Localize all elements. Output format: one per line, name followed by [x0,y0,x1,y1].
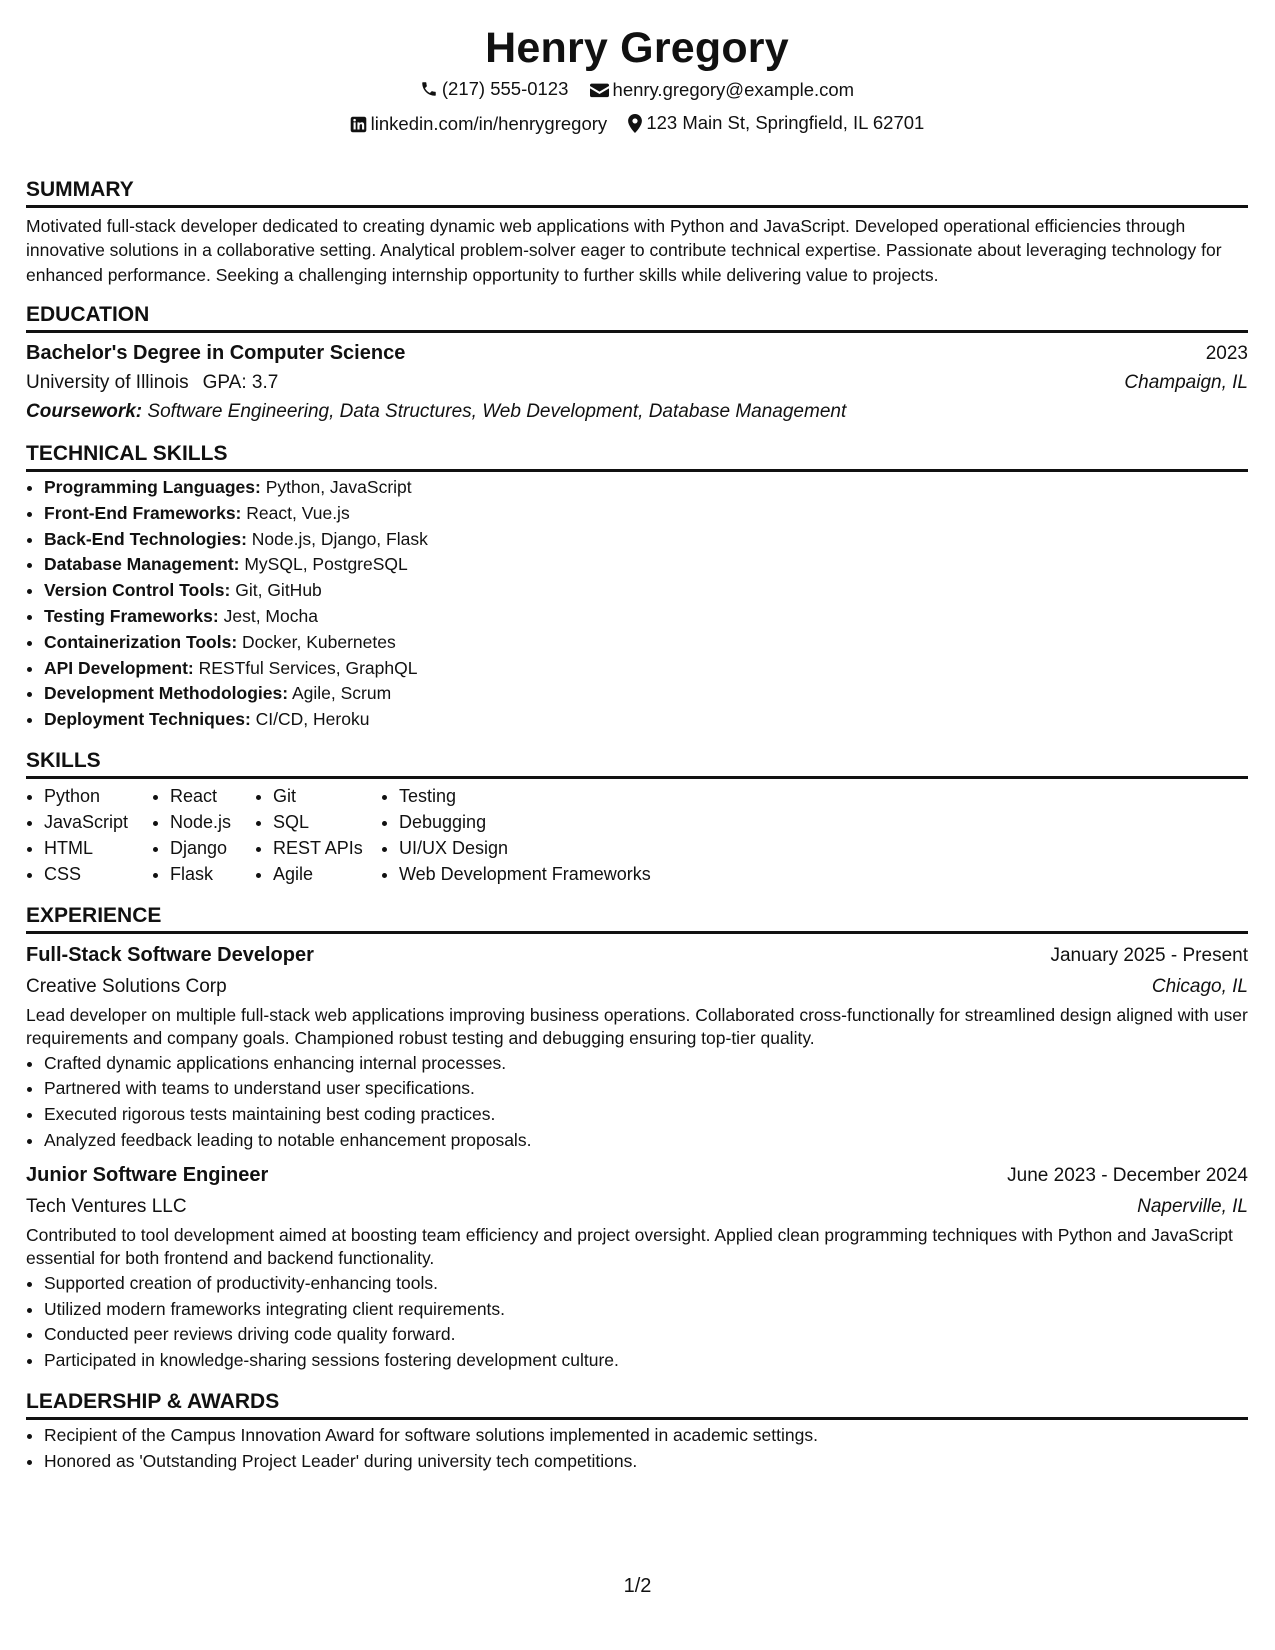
gpa: GPA: 3.7 [202,372,279,393]
list-item: • Supported creation of productivity-enhancing tools. [44,1271,1248,1297]
contact-row-2 [26,111,1248,139]
list-item: • HTML [44,836,152,862]
job-dates: June 2023 - December 2024 [1007,1164,1248,1186]
list-item: • Database Management: MySQL, PostgreSQL [44,552,1248,578]
job-description: Lead developer on multiple full-stack web applications improving business operations. Collaborated cross-functionally for streamlined design aligned with user requirements and company goals. Championed robust testing and debugging ensuring top-tier quality. [26,1004,1248,1049]
experience-entry [26,1160,1248,1374]
list-item: • Conducted peer reviews driving code quality forward. [44,1322,1248,1348]
phone-icon [420,80,438,98]
list-item: • Programming Languages: Python, JavaScript [44,475,1248,501]
job-location: Naperville, IL [1137,1195,1248,1217]
experience-heading: EXPERIENCE [26,903,1248,934]
list-item: • Flask [170,862,255,888]
list-item: • API Development: RESTful Services, GraphQL [44,656,1248,682]
list-item: • Executed rigorous tests maintaining best coding practices. [44,1102,1248,1128]
company-name: Creative Solutions Corp [26,975,227,997]
email-text: henry.gregory@example.com [612,79,855,100]
list-item: • Analyzed feedback leading to notable enhancement proposals. [44,1128,1248,1154]
skills-column [381,784,699,888]
list-item: • Partnered with teams to understand user specifications. [44,1076,1248,1102]
coursework [26,397,1248,426]
coursework-list: Software Engineering, Data Structures, Web Development, Database Management [147,401,847,422]
map-pin-icon [628,114,642,133]
job-title: Full-Stack Software Developer [26,943,314,966]
list-item: • Containerization Tools: Docker, Kubernetes [44,630,1248,656]
skills-column [26,784,152,888]
experience-entry [26,940,1248,1154]
job-bullets [26,1051,1248,1154]
envelope-icon [590,82,609,98]
list-item: • Development Methodologies: Agile, Scrum [44,681,1248,707]
resume-page [26,0,1248,1475]
list-item: • Deployment Techniques: CI/CD, Heroku [44,707,1248,733]
graduation-year: 2023 [1205,343,1248,364]
job-dates: January 2025 - Present [1050,944,1248,966]
list-item: • Web Development Frameworks [399,862,699,888]
linkedin-icon [350,116,367,133]
list-item: • CSS [44,862,152,888]
skills-grid [26,784,1248,888]
contact-address [628,111,924,135]
list-item: • Testing [399,784,699,810]
contact-linkedin[interactable] [350,112,608,136]
contact-phone [420,77,569,101]
job-description: Contributed to tool development aimed at boosting team efficiency and project oversight. Applied clean programming techniques with Python and JavaScript essential for both frontend and backend functionality. [26,1224,1233,1269]
skills-column [255,784,381,888]
skills-heading: SKILLS [26,748,1248,779]
list-item: • Version Control Tools: Git, GitHub [44,578,1248,604]
list-item: • Python [44,784,152,810]
job-title: Junior Software Engineer [26,1163,269,1186]
technical-skills-heading: TECHNICAL SKILLS [26,441,1248,472]
list-item: • Django [170,836,255,862]
linkedin-text: linkedin.com/in/henrygregory [370,113,608,134]
list-item: • UI/UX Design [399,836,699,862]
candidate-name: Henry Gregory [485,24,789,72]
list-item: • Recipient of the Campus Innovation Award for software solutions implemented in academic settings. [44,1423,1248,1449]
list-item: • Debugging [399,810,699,836]
list-item: • Back-End Technologies: Node.js, Django, Flask [44,527,1248,553]
list-item: • Node.js [170,810,255,836]
leadership-list [26,1423,1248,1475]
page-number: 1/2 [623,1575,652,1597]
list-item: • Front-End Frameworks: React, Vue.js [44,501,1248,527]
phone-text: (217) 555-0123 [441,78,569,99]
list-item: • React [170,784,255,810]
list-item: • Crafted dynamic applications enhancing internal processes. [44,1051,1248,1077]
contact-row-1 [26,77,1248,104]
summary-text: Motivated full-stack developer dedicated to creating dynamic web applications with Python and JavaScript. Developed operational efficiencies through innovative solutions in a collaborative setting. Analytical problem-solver eager to contribute technical expertise. Passionate about leveraging technology for enhanced performance. Seeking a challenging internship opportunity to further skills while delivering value to projects. [26,215,1222,285]
list-item: • Participated in knowledge-sharing sessions fostering development culture. [44,1348,1248,1374]
skills-column [152,784,255,888]
list-item: • Git [273,784,381,810]
list-item: • Utilized modern frameworks integrating client requirements. [44,1297,1248,1323]
education-entry [26,339,1248,426]
school-name: University of Illinois [26,372,189,393]
leadership-heading: LEADERSHIP & AWARDS [26,1389,1248,1420]
company-name: Tech Ventures LLC [26,1195,187,1217]
list-item: • Agile [273,862,381,888]
address-text: 123 Main St, Springfield, IL 62701 [646,112,925,133]
job-location: Chicago, IL [1151,975,1248,997]
list-item: • JavaScript [44,810,152,836]
summary-heading: SUMMARY [26,177,1248,208]
job-bullets [26,1271,1248,1374]
list-item: • REST APIs [273,836,381,862]
contact-email[interactable] [590,78,855,102]
school-location: Champaign, IL [1124,372,1248,393]
degree: Bachelor's Degree in Computer Science [26,342,406,364]
coursework-label: Coursework: [26,401,143,422]
list-item: • Testing Frameworks: Jest, Mocha [44,604,1248,630]
education-heading: EDUCATION [26,302,1248,333]
list-item: • SQL [273,810,381,836]
technical-skills-list [26,475,1248,733]
list-item: • Honored as 'Outstanding Project Leader' during university tech competitions. [44,1449,1248,1475]
